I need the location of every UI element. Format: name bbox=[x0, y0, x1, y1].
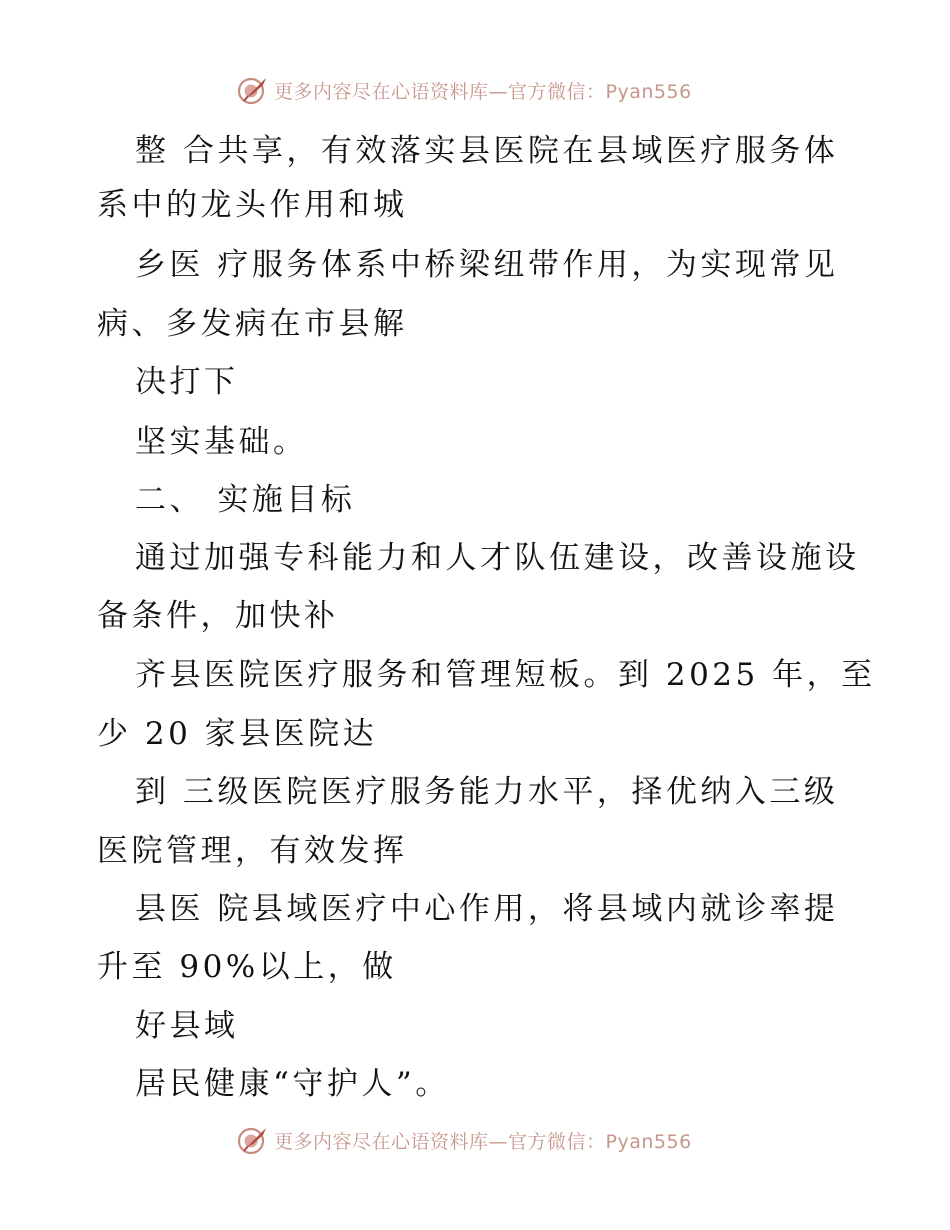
paragraph-line: 齐县医院医疗服务和管理短板。到 2025 年，至 bbox=[135, 657, 876, 693]
paragraph-line: 居民健康“守护人”。 bbox=[135, 1066, 450, 1102]
paragraph-line: 乡医 疗服务体系中桥梁纽带作用，为实现常见 bbox=[135, 247, 839, 283]
paragraph-line: 病、多发病在市县解 bbox=[97, 306, 408, 342]
quill-pen-logo-icon bbox=[236, 1123, 270, 1157]
paragraph-line: 少 20 家县医院达 bbox=[97, 716, 378, 752]
paragraph-line: 坚实基础。 bbox=[135, 424, 308, 460]
paragraph-line: 系中的龙头作用和城 bbox=[97, 187, 408, 223]
paragraph-line: 好县域 bbox=[135, 1008, 239, 1044]
paragraph-line: 通过加强专科能力和人才队伍建设，改善设施设 bbox=[135, 540, 860, 576]
paragraph-line: 决打下 bbox=[135, 364, 239, 400]
paragraph-line: 县医 院县域医疗中心作用，将县域内就诊率提 bbox=[135, 891, 839, 927]
section-heading: 二、 实施目标 bbox=[135, 482, 356, 518]
watermark-text: 更多内容尽在心语资料库—官方微信：Pyan556 bbox=[274, 1130, 692, 1153]
paragraph-line: 备条件，加快补 bbox=[97, 598, 339, 634]
watermark-header bbox=[236, 72, 692, 108]
paragraph-line: 医院管理，有效发挥 bbox=[97, 833, 408, 869]
watermark-text: 更多内容尽在心语资料库—官方微信：Pyan556 bbox=[274, 80, 692, 103]
quill-pen-logo-icon bbox=[236, 73, 270, 107]
paragraph-line: 整 合共享，有效落实县医院在县域医疗服务体 bbox=[135, 133, 839, 169]
paragraph-line: 到 三级医院医疗服务能力水平，择优纳入三级 bbox=[135, 774, 839, 810]
paragraph-line: 升至 90%以上，做 bbox=[97, 949, 397, 985]
watermark-footer bbox=[236, 1122, 692, 1158]
